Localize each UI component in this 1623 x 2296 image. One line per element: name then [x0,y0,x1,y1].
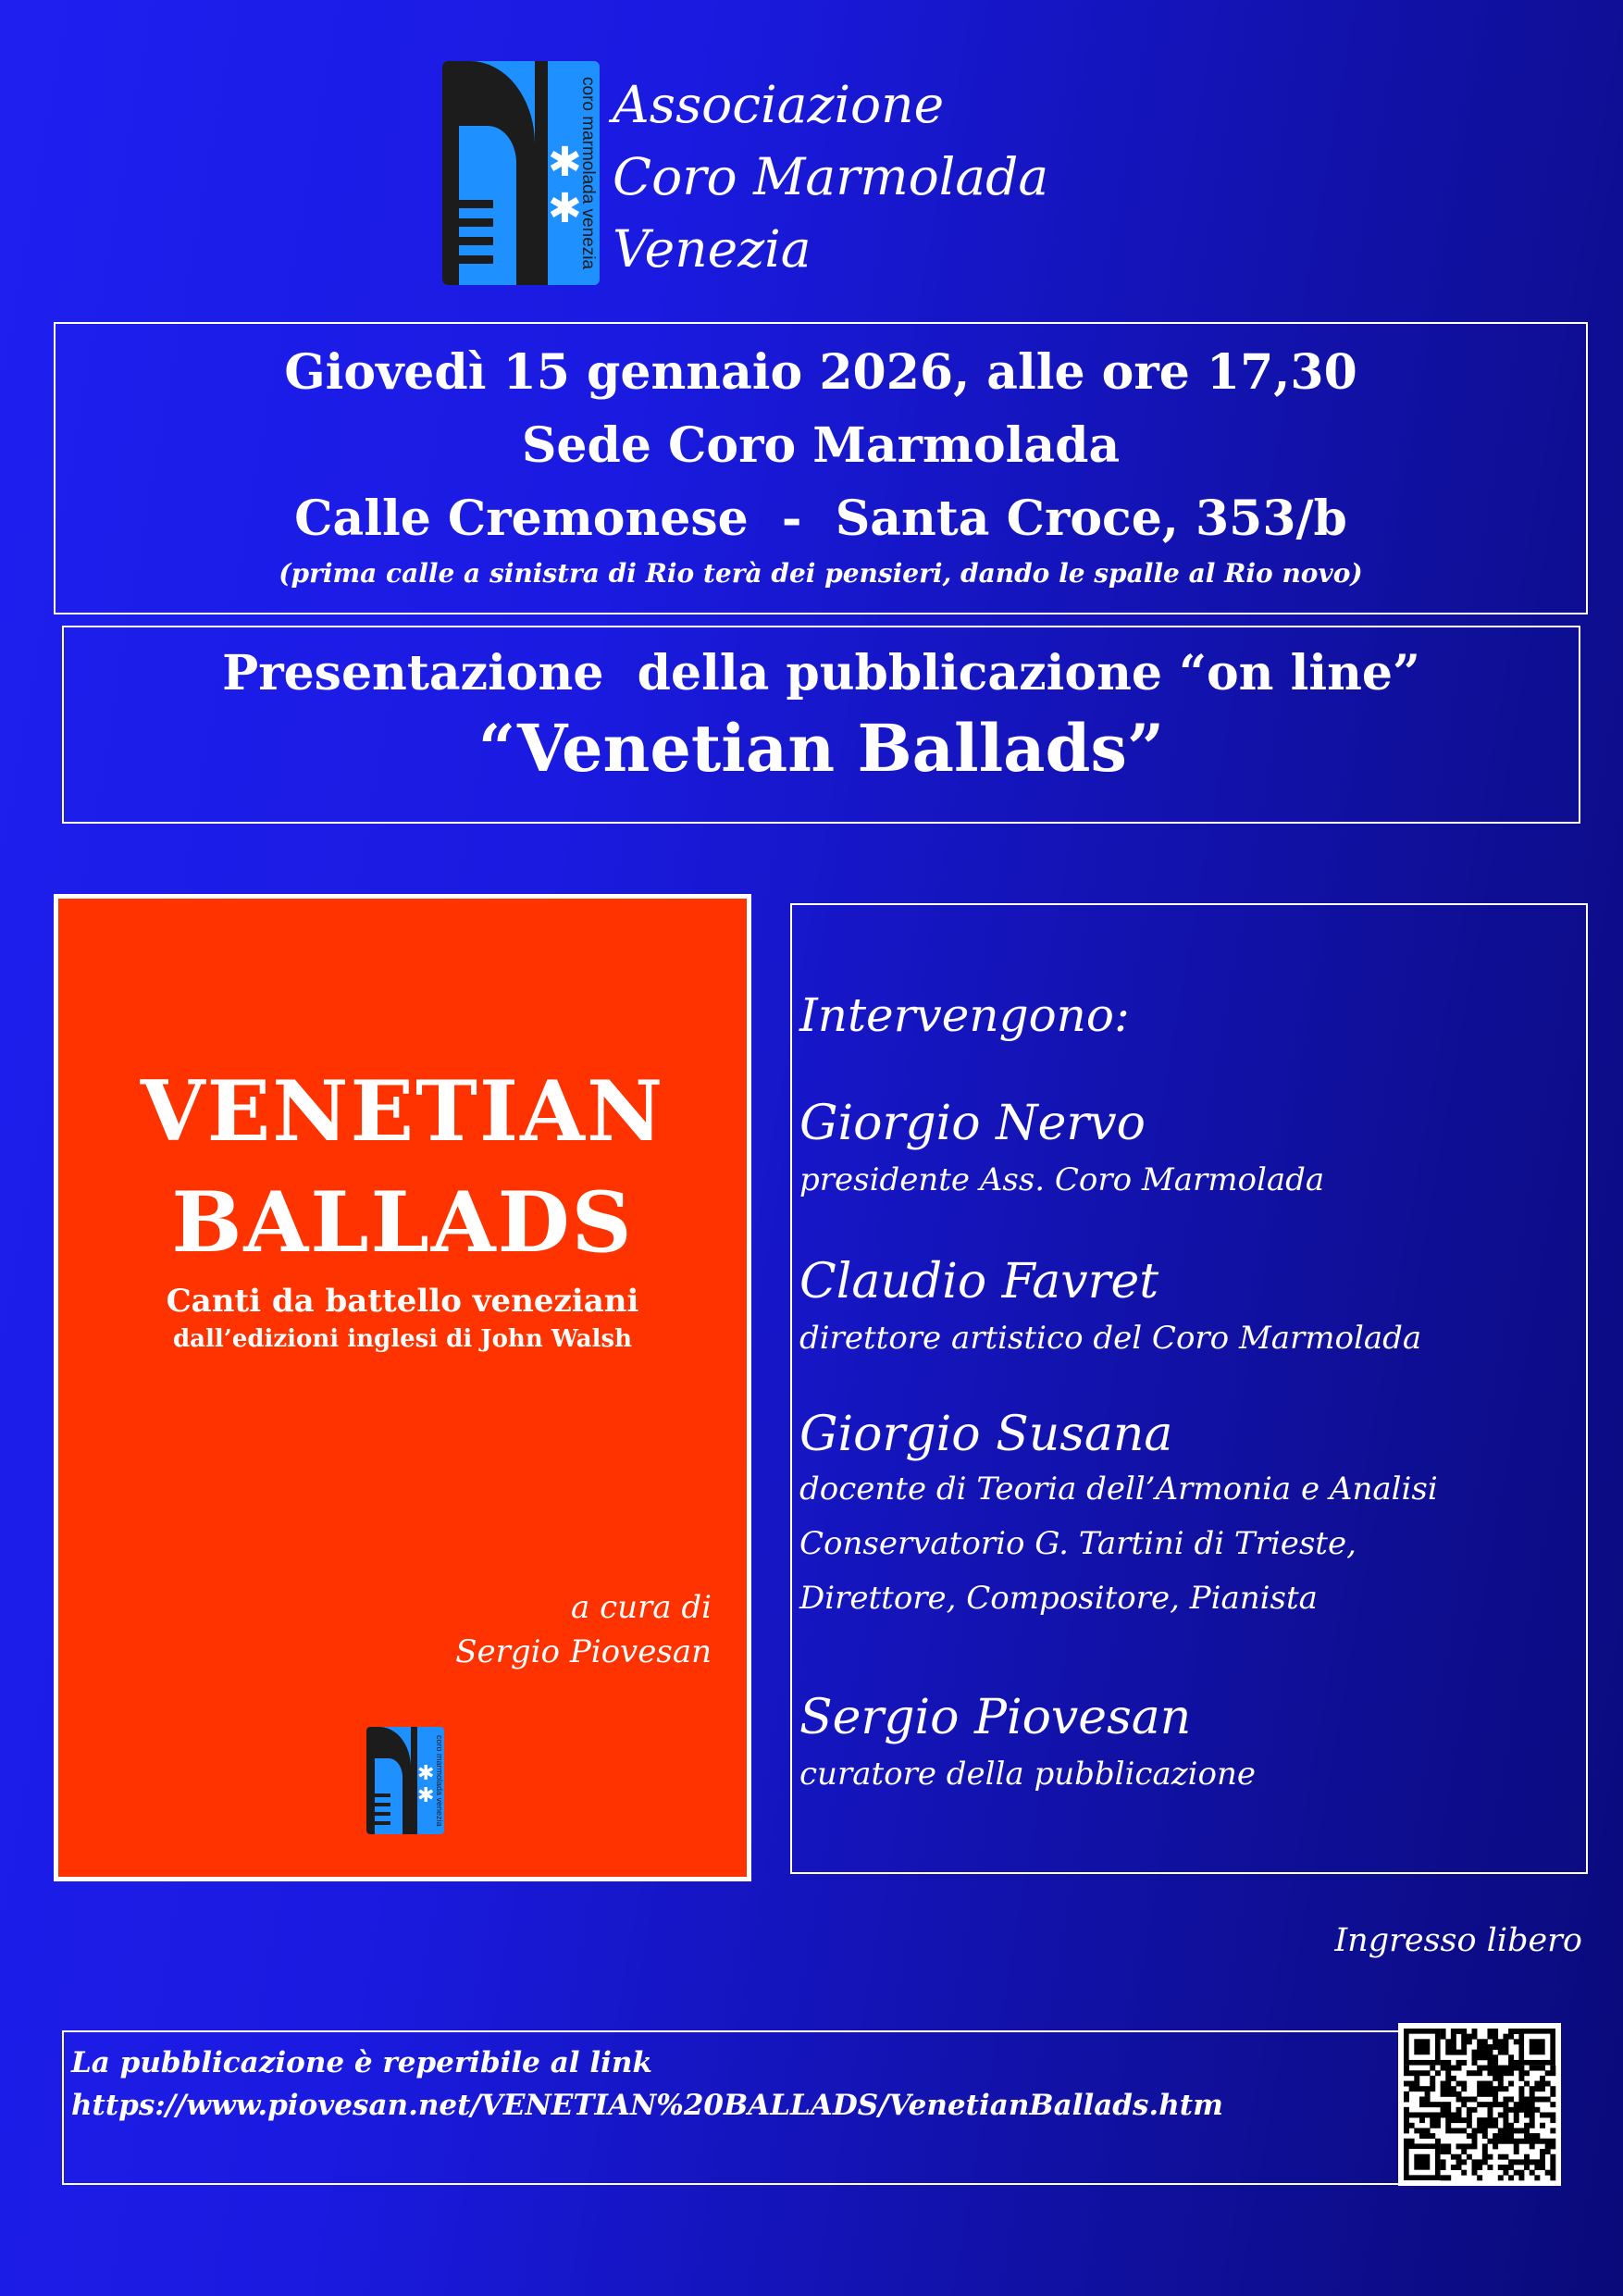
snowflake-icon: ✱ [417,1762,435,1785]
snowflake-icon: ✱ [548,139,582,186]
speaker-role: docente di Teoria dell’Armonia e Analisi [799,1471,1438,1508]
logo-stripe [442,200,493,208]
link-box [62,2030,1436,2185]
logo-stripe [366,1803,390,1806]
book-subtitle: Canti da battello veneziani [166,1283,639,1320]
logo-pole [411,1727,417,1834]
speaker-name: Giorgio Susana [799,1407,1173,1462]
curator-name: Sergio Piovesan [455,1633,712,1670]
speaker-role: curatore della pubblicazione [799,1756,1257,1793]
event-venue: Sede Coro Marmolada [521,417,1121,474]
organization-name-line: Coro Marmolada [613,147,1049,206]
logo-stripe [442,218,493,227]
speaker-role: Direttore, Compositore, Pianista [799,1580,1318,1617]
coro-marmolada-logo [366,1727,444,1834]
organization-name-line: Associazione [613,75,945,134]
snowflake-icon: ✱ [548,185,582,232]
organization-name-line: Venezia [613,219,812,279]
logo-stripe [442,255,493,264]
presentation-line: Presentazione della pubblicazione “on line” [222,645,1420,701]
publication-link[interactable]: https://www.piovesan.net/VENETIAN%20BALLADS/VenetianBallads.htm [71,2089,1223,2122]
speaker-role: Conservatorio G. Tartini di Trieste, [799,1525,1357,1562]
logo-stripe [366,1821,390,1825]
speaker-name: Sergio Piovesan [799,1690,1192,1745]
snowflake-icon: ✱ [417,1784,435,1807]
logo-pole [535,61,548,285]
speaker-role: presidente Ass. Coro Marmolada [799,1161,1325,1198]
qr-code-graphic [1398,2023,1561,2186]
speaker-name: Giorgio Nervo [799,1096,1146,1151]
book-title [58,1056,747,1278]
book-title-line: VENETIAN [140,1062,665,1160]
speaker-role: direttore artistico del Coro Marmolada [799,1320,1422,1357]
free-entry-note: Ingresso libero [1334,1922,1582,1959]
event-date-time: Giovedì 15 gennaio 2026, alle ore 17,30 [284,344,1357,401]
speaker-name: Claudio Favret [799,1254,1159,1309]
logo-text: coro marmolada venezia [435,1734,444,1827]
speakers-box [790,903,1588,1874]
presentation-box [62,626,1580,824]
logo-stripe [366,1812,390,1816]
book-title-line: BALLADS [171,1173,634,1272]
event-directions: (prima calle a sinistra di Rio terà dei pensieri, dando le spalle al Rio novo) [279,558,1363,589]
book-curator-block [455,1585,712,1674]
qr-code-icon[interactable] [1398,2023,1561,2186]
organization-name [613,68,1048,285]
event-address: Calle Cremonese - Santa Croce, 353/b [294,490,1347,547]
coro-marmolada-logo [442,61,600,285]
logo-stripe [366,1793,390,1797]
logo-text: coro marmolada venezia [578,76,598,270]
book-subtitle-2: dall’edizioni inglesi di John Walsh [172,1325,632,1353]
curated-label: a cura di [571,1589,712,1626]
book-cover [54,894,751,1881]
logo-stripe [442,237,493,245]
event-info-box [54,322,1588,614]
presentation-title: “Venetian Ballads” [477,710,1165,787]
speakers-heading: Intervengono: [799,988,1130,1042]
link-label: La pubblicazione è reperibile al link [71,2046,652,2079]
